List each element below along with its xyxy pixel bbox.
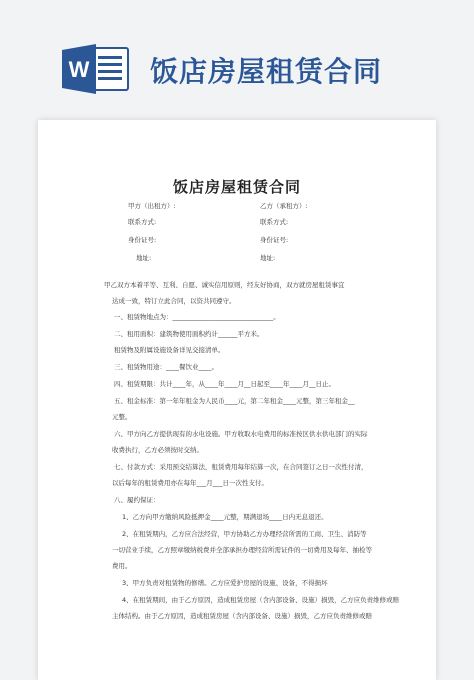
id-a-label: 身份证号: (128, 236, 157, 244)
clause-2: 二、租用面积：建筑物使用面积约计______平方米。 (114, 330, 264, 338)
clause-5-line-2: 元整。 (112, 413, 132, 421)
party-b-label: 乙方（承租方）: (260, 202, 308, 210)
clause-8-heading: 八、履约保证： (114, 496, 160, 504)
clause-3: 三、租赁物用途：____餐饮业____。 (114, 363, 218, 371)
clause-1: 一、租赁物地点为：_______________________________。 (114, 313, 280, 321)
clause-8-item-1: 1、乙方向甲方缴纳风险抵押金____元整，期满退场____日内无息退还。 (122, 513, 328, 521)
document-page (38, 120, 436, 680)
svg-text:W: W (68, 57, 90, 82)
party-a-label: 甲方（出租方）: (128, 202, 176, 210)
clause-6-line-1: 六、甲方向乙方提供现有的水电设施。甲方收取水电费用的标准按区供水供电部门的实际 (114, 430, 368, 438)
address-b-label: 地址: (260, 254, 276, 262)
contact-b-label: 联系方式: (260, 218, 289, 226)
id-b-label: 身份证号: (260, 236, 289, 244)
clause-5-line-1: 五、租金标准：第一年年租金为人民币____元，第二年租金____元整，第三年租金__ (114, 397, 355, 405)
clause-8-item-3: 3、甲方负责对租赁物的修缮。乙方应爱护房屋的设施、设备，不得损坏 (122, 579, 328, 587)
clause-4: 四、租赁期限：共计____年，从____年____月__日起至____年____月__日止。 (114, 380, 335, 388)
word-document-icon (60, 44, 132, 94)
clause-8-item-4-line-2: 主体结构。由于乙方原因，造成租赁房屋（含内部设备、设施）损毁，乙方应负责维修或赔 (112, 612, 372, 620)
clause-2b: 租赁物及附属设施设备详见交接清单。 (114, 346, 225, 354)
clause-8-item-2-line-1: 2、在租赁期内，乙方应合法经营，甲方协助乙方办理经营所需的工商、卫生、消防等 (122, 530, 367, 538)
intro-line-2: 达成一致，特订立此合同，以资共同遵守。 (112, 297, 236, 305)
clause-7-line-1: 七、付款方式：采用预交结算法，租赁费用每年结算一次，在合同签订之日一次性付清， (114, 463, 368, 471)
clause-8-item-2-line-2: 一切营业手续，乙方照章缴纳税费并全部承担办理经营所需证件的一切费用及每年、抽检等 (112, 546, 372, 554)
clause-6-line-2: 收费执行，乙方必须按时交纳。 (112, 446, 203, 454)
intro-line-1: 甲乙双方本着平等、互利、自愿、诚实信用原则，经友好协商，双方就房屋租赁事宜 (104, 281, 345, 289)
clause-8-item-4-line-1: 4、在租赁期间，由于乙方原因，造成租赁房屋（含内部设备、设施）损毁，乙方应负责维修或赔 (122, 596, 400, 604)
header-title: 饭店房屋租赁合同 (150, 55, 383, 88)
clause-7-line-2: 以后每年的租赁费用亦在每年___月___日一次性支付。 (112, 479, 268, 487)
contact-a-label: 联系方式: (128, 218, 157, 226)
clause-8-item-2-line-3: 费用。 (112, 562, 132, 570)
address-a-label: 地址: (136, 254, 152, 262)
document-title: 饭店房屋租赁合同 (172, 178, 301, 196)
page-header (0, 0, 474, 120)
